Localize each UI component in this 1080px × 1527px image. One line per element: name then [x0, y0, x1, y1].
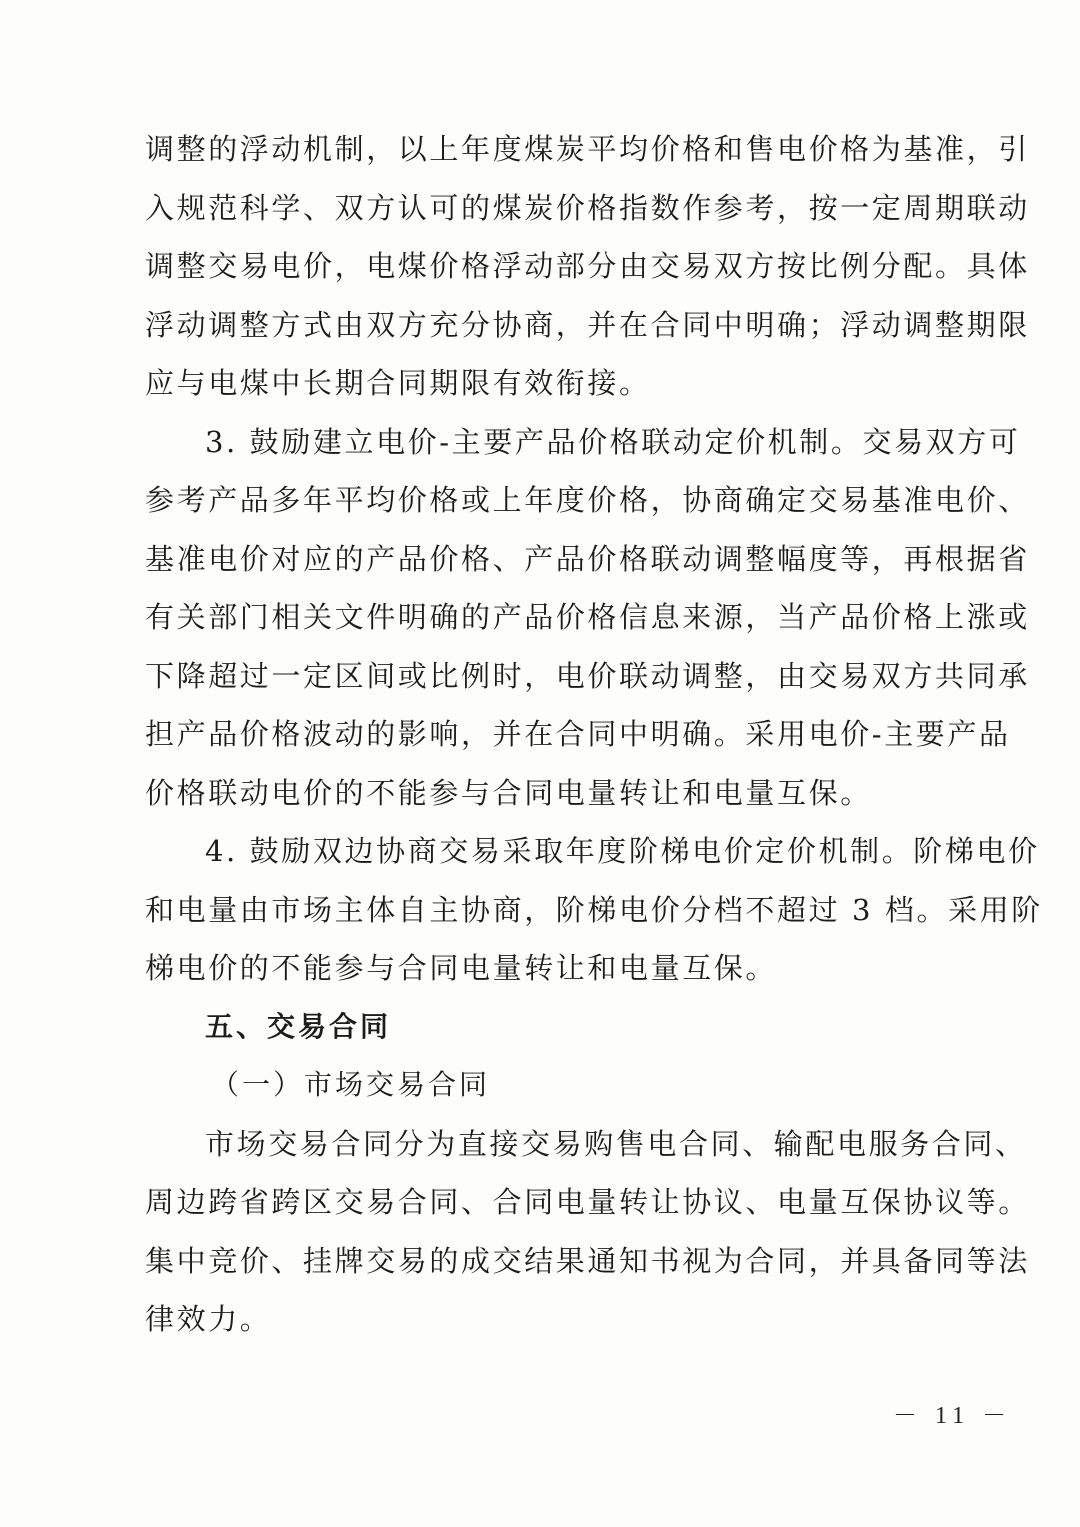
text-line: 基准电价对应的产品价格、产品价格联动调整幅度等，再根据省 — [145, 541, 1030, 576]
text-line: 入规范科学、双方认可的煤炭价格指数作参考，按一定周期联动 — [145, 190, 1030, 225]
text-line: 调整的浮动机制，以上年度煤炭平均价格和售电价格为基准，引 — [145, 132, 1030, 166]
text-line: 价格联动电价的不能参与合同电量转让和电量互保。 — [145, 775, 872, 810]
text-line: 周边跨省跨区交易合同、合同电量转让协议、电量互保协议等。 — [145, 1185, 1030, 1219]
text-line: 和电量由市场主体自主协商，阶梯电价分档不超过 3 档。采用阶 — [145, 892, 1043, 927]
section-heading: 五、交易合同 — [205, 1009, 392, 1043]
subsection-heading: （一）市场交易合同 — [211, 1068, 491, 1101]
text-line: 应与电煤中长期合同期限有效衔接。 — [145, 366, 651, 400]
text-line: 参考产品多年平均价格或上年度价格，协商确定交易基准电价、 — [145, 483, 1030, 517]
page-number: － 11 － — [893, 1403, 1013, 1429]
document-body — [145, 120, 1043, 1349]
text-line: 担产品价格波动的影响，并在合同中明确。采用电价-主要产品 — [145, 717, 1011, 751]
text-line: 有关部门相关文件明确的产品价格信息来源，当产品价格上涨或 — [145, 600, 1030, 634]
text-line: 梯电价的不能参与合同电量转让和电量互保。 — [145, 951, 778, 985]
text-line: 浮动调整方式由双方充分协商，并在合同中明确；浮动调整期限 — [145, 307, 1030, 342]
text-line: 调整交易电价，电煤价格浮动部分由交易双方按比例分配。具体 — [145, 249, 1030, 283]
paragraph-start-line: 市场交易合同分为直接交易购售电合同、输配电服务合同、 — [205, 1126, 1027, 1161]
text-line: 集中竞价、挂牌交易的成交结果通知书视为合同，并具备同等法 — [145, 1243, 1030, 1278]
text-line: 律效力。 — [145, 1302, 272, 1336]
paragraph-start-line: 4. 鼓励双边协商交易采取年度阶梯电价定价机制。阶梯电价 — [205, 834, 1040, 868]
text-line: 下降超过一定区间或比例时，电价联动调整，由交易双方共同承 — [145, 658, 1030, 693]
paragraph-start-line: 3. 鼓励建立电价-主要产品价格联动定价机制。交易双方可 — [205, 424, 1021, 459]
